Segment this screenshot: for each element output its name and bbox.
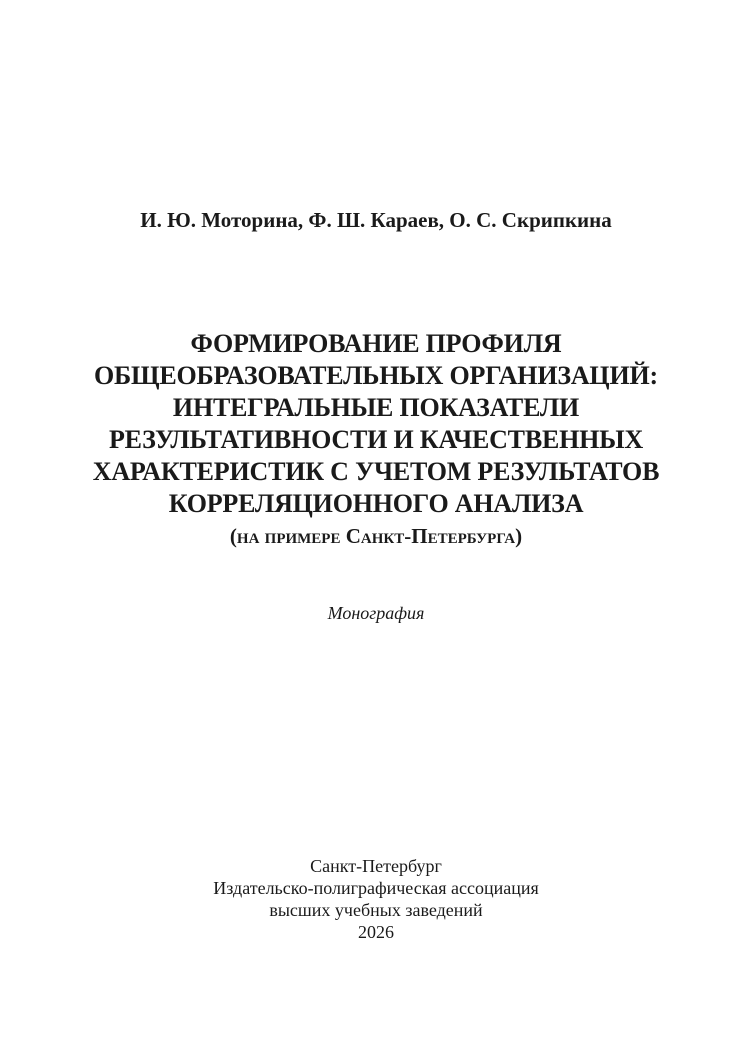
title-line-4: РЕЗУЛЬТАТИВНОСТИ И КАЧЕСТВЕННЫХ bbox=[108, 425, 644, 454]
title-line-5: ХАРАКТЕРИСТИК С УЧЕТОМ РЕЗУЛЬТАТОВ bbox=[92, 457, 660, 486]
authors: И. Ю. Моторина, Ф. Ш. Караев, О. С. Скрипкина bbox=[140, 208, 612, 232]
imprint-city: Санкт-Петербург bbox=[310, 856, 442, 876]
genre-label: Монография bbox=[327, 603, 425, 623]
imprint-publisher-line-1: Издательско-полиграфическая ассоциация bbox=[213, 878, 539, 898]
title-line-3: ИНТЕГРАЛЬНЫЕ ПОКАЗАТЕЛИ bbox=[172, 393, 580, 422]
title-line-2: ОБЩЕОБРАЗОВАТЕЛЬНЫХ ОРГАНИЗАЦИЙ: bbox=[94, 361, 658, 390]
book-subtitle: (на примере Санкт-Петербурга) bbox=[229, 524, 523, 548]
book-title bbox=[40, 328, 712, 552]
imprint-publisher-line-2: высших учебных заведений bbox=[269, 900, 483, 920]
title-line-6: КОРРЕЛЯЦИОННОГО АНАЛИЗА bbox=[168, 489, 584, 518]
title-line-1: ФОРМИРОВАНИЕ ПРОФИЛЯ bbox=[190, 329, 562, 358]
imprint-year: 2026 bbox=[358, 922, 394, 942]
imprint bbox=[0, 855, 752, 943]
